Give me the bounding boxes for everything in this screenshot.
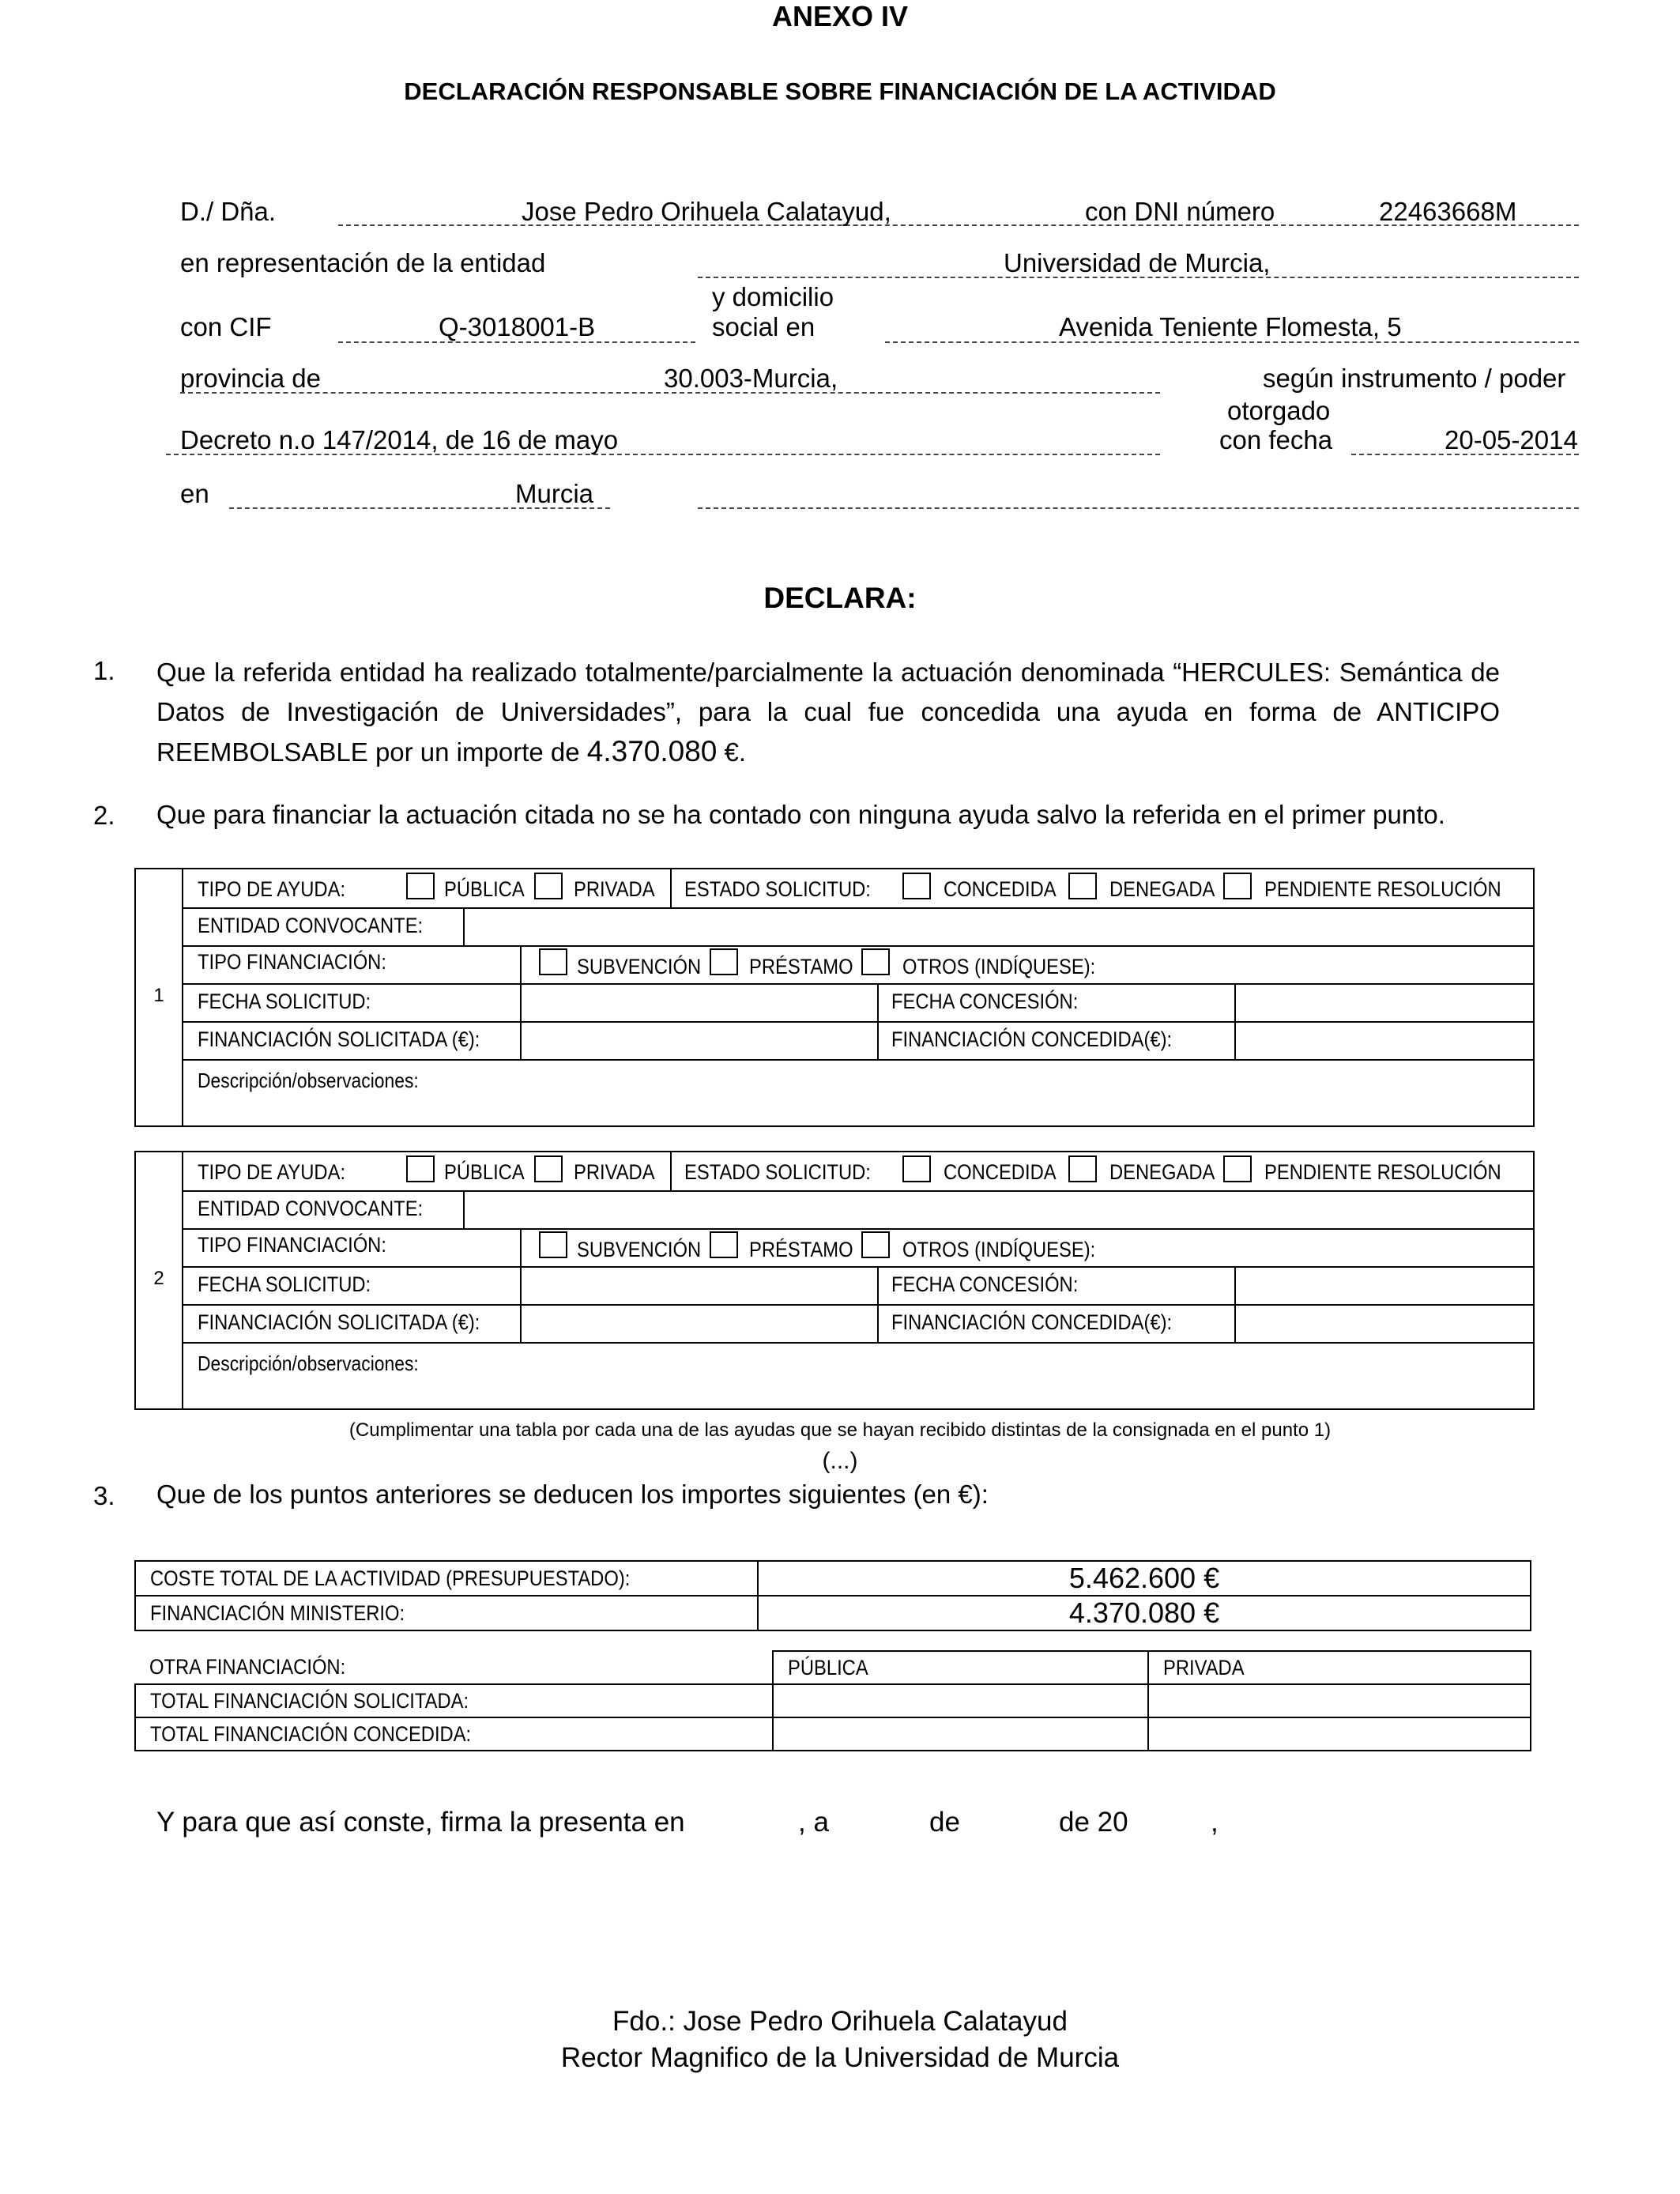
aid-row-descripcion[interactable] [182, 1342, 1533, 1410]
label-concedida: CONCEDIDA [944, 877, 1057, 901]
label-prestamo: PRÉSTAMO [749, 1238, 853, 1261]
aid-row-financiacion [182, 1021, 1533, 1061]
label-estado: ESTADO SOLICITUD: [684, 1160, 871, 1184]
field-entidad-convocante[interactable] [463, 907, 1533, 945]
totals-table [134, 1560, 1531, 1631]
checkbox-denegada[interactable] [1068, 873, 1097, 899]
other-financing-concedida-label: TOTAL FINANCIACIÓN CONCEDIDA: [135, 1717, 773, 1751]
label-fecha-concesion: FECHA CONCESIÓN: [891, 990, 1079, 1013]
totals-ministerio-value: 4.370.080 € [758, 1596, 1531, 1630]
label-entity: en representación de la entidad [180, 248, 546, 277]
label-estado: ESTADO SOLICITUD: [684, 877, 871, 901]
aid-table-1-index: 1 [153, 985, 164, 1006]
field-financiacion-concedida[interactable] [1234, 1304, 1533, 1342]
field-dni[interactable]: 22463668M [1379, 197, 1517, 226]
label-concedida: CONCEDIDA [944, 1160, 1057, 1184]
aid-row-tipo-ayuda [182, 869, 1533, 909]
other-financing-concedida-privada[interactable] [1148, 1717, 1531, 1751]
other-financing-row-concedida [135, 1717, 1531, 1751]
aid-row-fechas [182, 1266, 1533, 1306]
field-fecha-concesion[interactable] [1234, 1266, 1533, 1304]
checkbox-subvencion[interactable] [539, 948, 567, 975]
item-1-amount: 4.370.080 [586, 735, 718, 767]
item-1-text-b: €. [717, 737, 747, 767]
other-financing-row-solicitada [135, 1684, 1531, 1717]
aid-row-tipo-financiacion [182, 945, 1533, 985]
aid-row-financiacion [182, 1304, 1533, 1344]
field-instrumento[interactable]: Decreto n.o 147/2014, de 16 de mayo [180, 425, 619, 454]
label-fecha-solicitud: FECHA SOLICITUD: [198, 1272, 371, 1296]
totals-row-ministerio [135, 1596, 1531, 1630]
label-tipo-financiacion: TIPO FINANCIACIÓN: [198, 950, 386, 974]
aid-table-2-index-cell [136, 1152, 183, 1408]
field-domicilio[interactable]: Avenida Teniente Flomesta, 5 [1059, 312, 1402, 341]
field-line-cif [338, 341, 695, 343]
label-publica: PÚBLICA [444, 1160, 525, 1184]
item-1-text-a: Que la referida entidad ha realizado totalmente/parcialmente la actuación denominada “HERCULES: Semántica de Datos de Investigación de Universidades”, para la cual fue concedida una ayuda en forma de ANTICIPO REEMBOLSABLE por un importe de [156, 658, 1500, 767]
checkbox-publica[interactable] [406, 873, 435, 899]
document-subtitle: DECLARACIÓN RESPONSABLE SOBRE FINANCIACIÓN DE LA ACTIVIDAD [404, 77, 1276, 105]
checkbox-concedida[interactable] [902, 1155, 931, 1182]
signature-title: Rector Magnifico de la Universidad de Murcia [560, 2042, 1120, 2073]
label-pendiente: PENDIENTE RESOLUCIÓN [1264, 877, 1501, 901]
field-lugar[interactable]: Murcia [515, 479, 594, 508]
label-prestamo: PRÉSTAMO [749, 955, 853, 978]
field-fecha[interactable]: 20-05-2014 [1445, 425, 1578, 454]
closing-a: , a [798, 1807, 829, 1838]
label-con-fecha: con fecha [1219, 425, 1333, 454]
other-financing-col-publica: PÚBLICA [773, 1651, 1148, 1684]
label-descripcion: Descripción/observaciones: [198, 1351, 419, 1375]
item-3-text: Que de los puntos anteriores se deducen los importes siguientes (en €): [156, 1480, 989, 1509]
label-denegada: DENEGADA [1109, 877, 1215, 901]
label-denegada: DENEGADA [1109, 1160, 1215, 1184]
label-financiacion-concedida: FINANCIACIÓN CONCEDIDA(€): [891, 1310, 1173, 1334]
item-1-number: 1. [93, 656, 115, 685]
label-privada: PRIVADA [574, 1160, 655, 1184]
label-financiacion-concedida: FINANCIACIÓN CONCEDIDA(€): [891, 1027, 1173, 1051]
document-title: ANEXO IV [771, 0, 909, 32]
item-3-number: 3. [93, 1481, 115, 1510]
aid-table-2-index: 2 [153, 1268, 164, 1289]
field-entity[interactable]: Universidad de Murcia, [1004, 248, 1271, 277]
label-descripcion: Descripción/observaciones: [198, 1069, 419, 1092]
field-entidad-convocante[interactable] [463, 1190, 1533, 1228]
field-financiacion-concedida[interactable] [1234, 1021, 1533, 1059]
checkbox-privada[interactable] [534, 873, 563, 899]
label-financiacion-solicitada: FINANCIACIÓN SOLICITADA (€): [198, 1310, 480, 1334]
label-tipo-ayuda: TIPO DE AYUDA: [198, 877, 346, 901]
ellipsis: (...) [822, 1448, 858, 1474]
field-line-extra [698, 507, 1579, 509]
field-financiacion-solicitada[interactable] [520, 1021, 877, 1059]
other-financing-solicitada-label: TOTAL FINANCIACIÓN SOLICITADA: [135, 1684, 773, 1717]
totals-ministerio-label: FINANCIACIÓN MINISTERIO: [135, 1596, 758, 1630]
table-note: (Cumplimentar una tabla por cada una de las ayudas que se hayan recibido distintas de la consignada en el punto 1) [348, 1419, 1332, 1441]
checkbox-publica[interactable] [406, 1155, 435, 1182]
field-line-domicilio [885, 341, 1579, 343]
label-fecha-concesion: FECHA CONCESIÓN: [891, 1272, 1079, 1296]
other-financing-label: OTRA FINANCIACIÓN: [135, 1651, 773, 1684]
declara-heading: DECLARA: [763, 582, 917, 614]
checkbox-otros[interactable] [861, 1231, 890, 1258]
label-cif: con CIF [180, 312, 272, 341]
field-fecha-solicitud[interactable] [520, 1266, 877, 1304]
label-dni: con DNI número [1085, 197, 1275, 226]
label-otorgado: otorgado [1227, 396, 1331, 425]
label-name: D./ Dña. [180, 197, 277, 226]
other-financing-solicitada-privada[interactable] [1148, 1684, 1531, 1717]
totals-row-coste [135, 1561, 1531, 1596]
item-2-text: Que para financiar la actuación citada no se ha contado con ninguna ayuda salvo la referida en el primer punto. [156, 800, 1445, 829]
label-domicilio-2: social en [712, 312, 816, 341]
closing-de-1: de [929, 1807, 960, 1838]
item-2-number: 2. [93, 801, 115, 830]
label-subvencion: SUBVENCIÓN [577, 1238, 702, 1261]
label-domicilio-1: y domicilio [712, 282, 834, 311]
aid-row-fechas [182, 983, 1533, 1023]
field-cif[interactable]: Q-3018001-B [439, 312, 596, 341]
label-en: en [180, 479, 209, 508]
closing-text: Y para que así conste, firma la presenta en [156, 1807, 685, 1838]
checkbox-otros[interactable] [861, 948, 890, 975]
label-tipo-ayuda: TIPO DE AYUDA: [198, 1160, 346, 1184]
field-name[interactable]: Jose Pedro Orihuela Calatayud, [522, 197, 891, 226]
label-publica: PÚBLICA [444, 877, 525, 901]
totals-coste-value: 5.462.600 € [758, 1561, 1531, 1596]
aid-table-1 [134, 868, 1535, 1127]
field-fecha-solicitud[interactable] [520, 983, 877, 1021]
aid-row-entidad [182, 1190, 1533, 1230]
aid-table-1-index-cell [136, 869, 183, 1125]
other-financing-header [135, 1651, 1531, 1684]
label-otros: OTROS (INDÍQUESE): [902, 1238, 1096, 1261]
other-financing-solicitada-publica[interactable] [773, 1684, 1148, 1717]
item-1-text [156, 653, 1500, 772]
checkbox-prestamo[interactable] [710, 1231, 738, 1258]
label-pendiente: PENDIENTE RESOLUCIÓN [1264, 1160, 1501, 1184]
label-financiacion-solicitada: FINANCIACIÓN SOLICITADA (€): [198, 1027, 480, 1051]
field-provincia[interactable]: 30.003-Murcia, [664, 364, 838, 393]
other-financing-concedida-publica[interactable] [773, 1717, 1148, 1751]
checkbox-subvencion[interactable] [539, 1231, 567, 1258]
label-otros: OTROS (INDÍQUESE): [902, 955, 1096, 978]
checkbox-concedida[interactable] [902, 873, 931, 899]
checkbox-pendiente[interactable] [1223, 873, 1252, 899]
aid-row-entidad [182, 907, 1533, 947]
other-financing-col-privada: PRIVADA [1148, 1651, 1531, 1684]
label-provincia: provincia de [180, 364, 321, 393]
checkbox-privada[interactable] [534, 1155, 563, 1182]
label-subvencion: SUBVENCIÓN [577, 955, 702, 978]
closing-comma: , [1211, 1807, 1219, 1838]
label-fecha-solicitud: FECHA SOLICITUD: [198, 990, 371, 1013]
checkbox-denegada[interactable] [1068, 1155, 1097, 1182]
aid-row-descripcion[interactable] [182, 1059, 1533, 1127]
checkbox-pendiente[interactable] [1223, 1155, 1252, 1182]
other-financing-table [134, 1650, 1531, 1751]
label-entidad-convocante: ENTIDAD CONVOCANTE: [198, 1197, 424, 1220]
label-privada: PRIVADA [574, 877, 655, 901]
totals-coste-label: COSTE TOTAL DE LA ACTIVIDAD (PRESUPUESTADO): [135, 1561, 758, 1596]
field-fecha-concesion[interactable] [1234, 983, 1533, 1021]
label-tipo-financiacion: TIPO FINANCIACIÓN: [198, 1233, 386, 1257]
aid-table-2 [134, 1151, 1535, 1410]
signature-name: Fdo.: Jose Pedro Orihuela Calatayud [612, 2006, 1068, 2037]
aid-row-tipo-ayuda [182, 1152, 1533, 1192]
checkbox-prestamo[interactable] [710, 948, 738, 975]
label-segun: según instrumento / poder [1263, 364, 1566, 393]
closing-de-2: de 20 [1059, 1807, 1128, 1838]
aid-row-tipo-financiacion [182, 1228, 1533, 1268]
field-financiacion-solicitada[interactable] [520, 1304, 877, 1342]
label-entidad-convocante: ENTIDAD CONVOCANTE: [198, 914, 424, 937]
